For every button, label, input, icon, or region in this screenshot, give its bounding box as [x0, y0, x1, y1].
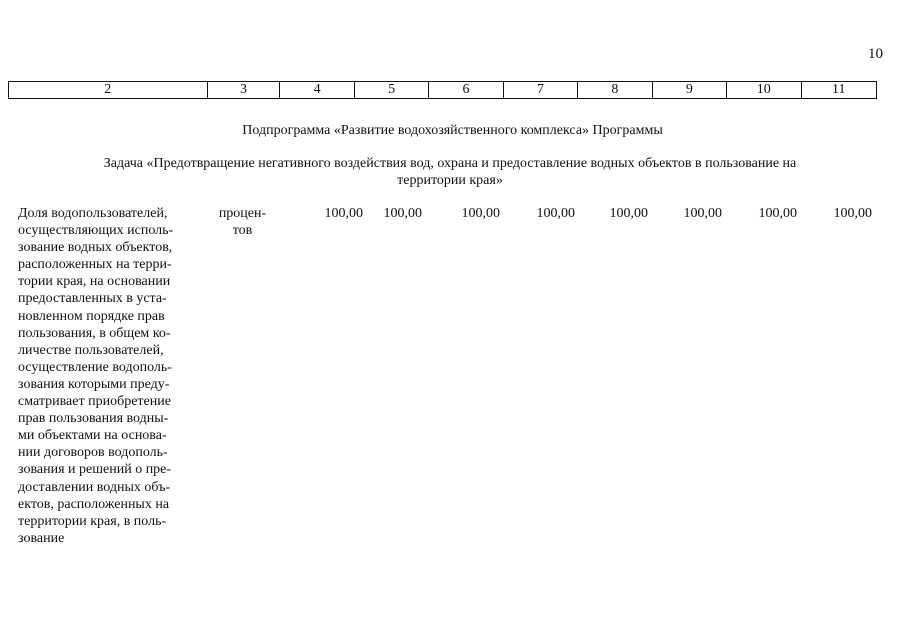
indicator-line: прав пользования водны-: [18, 411, 169, 427]
value-col-10: 100,00: [758, 206, 797, 221]
indicator-description: [18, 205, 203, 547]
indicator-line: осуществляющих исполь-: [18, 223, 174, 239]
column-header-10: 10: [727, 82, 801, 98]
column-header-5: 5: [355, 82, 429, 98]
indicator-line: нии договоров водополь-: [18, 445, 168, 461]
column-header-7: 7: [504, 82, 578, 98]
indicator-line: осуществление водополь-: [18, 359, 172, 375]
column-header-3: 3: [208, 82, 281, 98]
indicator-line: тории края, на основании: [18, 274, 171, 290]
value-col-5: 100,00: [383, 206, 422, 221]
indicator-line: доставлении водных объ-: [18, 479, 171, 495]
unit-line: процен-: [218, 206, 267, 221]
value-col-7: 100,00: [536, 206, 575, 221]
task-title-line-1: Задача «Предотвращение негативного воздействия вод, охрана и предоставление водных объектов в пользование на: [103, 156, 797, 171]
value-col-8: 100,00: [609, 206, 648, 221]
value-col-11: 100,00: [833, 206, 872, 221]
indicator-line: зования и решений о пре-: [18, 462, 172, 478]
indicator-line: ми объектами на основа-: [18, 428, 167, 444]
column-header-8: 8: [578, 82, 652, 98]
indicator-line: пользования, в общем ко-: [18, 325, 171, 341]
indicator-line: зование водных объектов,: [18, 240, 173, 256]
indicator-line: сматривает приобретение: [18, 394, 171, 410]
column-header-2: 2: [9, 82, 208, 98]
unit-line: тов: [232, 223, 253, 239]
task-title: [18, 155, 882, 189]
indicator-line: зования которыми преду-: [18, 376, 170, 392]
indicator-line: предоставленных в уста-: [18, 291, 167, 307]
indicator-line: новленном порядке прав: [18, 308, 165, 324]
indicator-line: зование: [18, 530, 65, 546]
indicator-line: расположенных на терри-: [18, 257, 172, 273]
value-col-4: 100,00: [324, 206, 363, 221]
subprogram-title: Подпрограмма «Развитие водохозяйственного комплекса» Программы: [242, 123, 663, 138]
page-number: 10: [868, 46, 883, 62]
column-header-9: 9: [653, 82, 727, 98]
column-header-4: 4: [280, 82, 354, 98]
indicator-line: личестве пользователей,: [18, 342, 164, 358]
column-header-11: 11: [831, 82, 846, 97]
value-col-6: 100,00: [461, 206, 500, 221]
indicator-line: ектов, расположенных на: [18, 496, 170, 512]
indicator-line: территории края, в поль-: [18, 513, 167, 529]
indicator-unit: [210, 205, 275, 239]
indicator-line: Доля водопользователей,: [18, 206, 168, 221]
value-col-9: 100,00: [683, 206, 722, 221]
column-header-6: 6: [429, 82, 503, 98]
task-title-line-2: территории края»: [397, 173, 503, 188]
column-header-row: [8, 81, 877, 99]
